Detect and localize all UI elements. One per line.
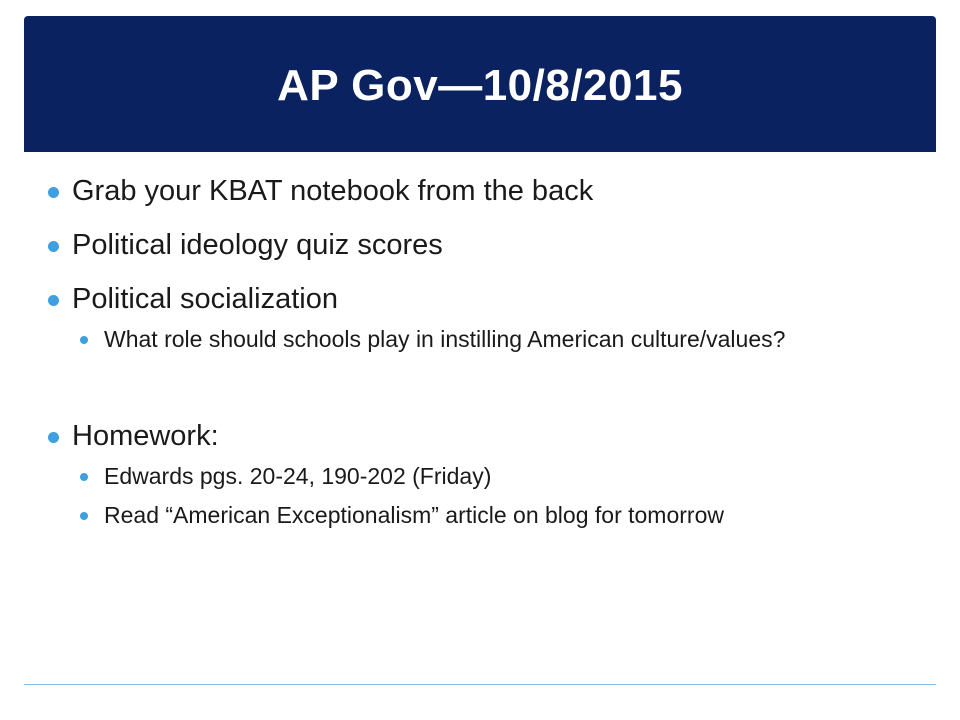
bullet-item [44, 282, 904, 355]
sub-bullet-list [72, 324, 904, 355]
bottom-divider [24, 684, 936, 685]
sub-bullet-item [72, 324, 904, 355]
sub-bullet-text: Edwards pgs. 20-24, 190-202 (Friday) [104, 463, 492, 489]
sub-bullet-item [72, 500, 904, 531]
bullet-list [44, 174, 904, 531]
bullet-text: Political socialization [72, 283, 338, 315]
spacer [44, 375, 904, 419]
bullet-item [44, 419, 904, 531]
title-bar [24, 16, 936, 152]
sub-bullet-text: What role should schools play in instilling American culture/values? [104, 326, 786, 352]
bullet-item [44, 228, 904, 262]
sub-bullet-item [72, 461, 904, 492]
bullet-text: Political ideology quiz scores [72, 229, 443, 261]
bullet-text: Grab your KBAT notebook from the back [72, 175, 594, 207]
bullet-item [44, 174, 904, 208]
slide-title: AP Gov—10/8/2015 [277, 61, 683, 110]
sub-bullet-list [72, 461, 904, 531]
slide-content [44, 174, 904, 551]
sub-bullet-text: Read “American Exceptionalism” article on blog for tomorrow [104, 502, 724, 528]
bullet-text: Homework: [72, 420, 219, 452]
